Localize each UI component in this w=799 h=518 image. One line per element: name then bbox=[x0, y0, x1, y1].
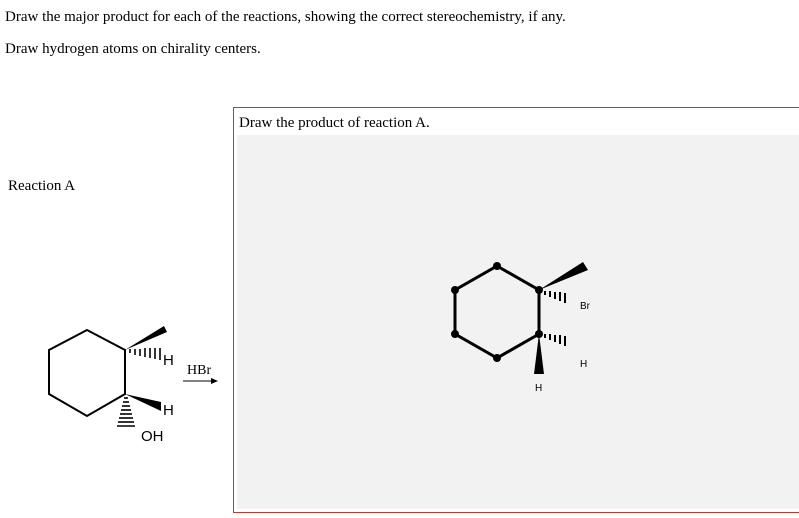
reactant-h-bottom-label: H bbox=[163, 402, 174, 419]
reagent-label: HBr bbox=[187, 363, 212, 378]
reaction-label: Reaction A bbox=[8, 178, 76, 194]
drawing-canvas[interactable] bbox=[237, 135, 799, 509]
product-h-wedge[interactable] bbox=[534, 334, 544, 374]
ring-atom-c1[interactable] bbox=[493, 262, 501, 270]
instruction-line-2: Draw hydrogen atoms on chirality centers. bbox=[5, 41, 261, 57]
ring-atoms[interactable] bbox=[451, 262, 543, 362]
product-hashed-bond-br[interactable] bbox=[545, 291, 565, 303]
product-ring bbox=[455, 266, 539, 358]
reactant-h-top-label: H bbox=[163, 352, 174, 369]
instruction-line-1: Draw the major product for each of the reactions, showing the correct stereochemistry, if any. bbox=[5, 9, 566, 25]
cyclohexane-ring bbox=[49, 330, 125, 416]
product-hashed-bond-h[interactable] bbox=[545, 334, 565, 346]
answer-panel bbox=[233, 107, 799, 513]
hashed-bond-oh bbox=[117, 398, 135, 426]
reactant-oh-label: OH bbox=[141, 428, 164, 445]
reactant-structure bbox=[40, 318, 230, 458]
answer-panel-title: Draw the product of reaction A. bbox=[239, 115, 430, 131]
ring-atom-c6[interactable] bbox=[451, 286, 459, 294]
product-br-label[interactable]: Br bbox=[580, 301, 590, 312]
reaction-arrowhead bbox=[211, 378, 218, 384]
ring-atom-c4[interactable] bbox=[493, 354, 501, 362]
product-methyl-wedge[interactable] bbox=[539, 262, 588, 290]
product-h-bottom-label[interactable]: H bbox=[535, 383, 543, 394]
h-wedge bbox=[125, 394, 161, 411]
methyl-wedge bbox=[125, 326, 167, 350]
ring-atom-c5[interactable] bbox=[451, 330, 459, 338]
product-h-right-label[interactable]: H bbox=[580, 359, 588, 370]
product-structure[interactable] bbox=[237, 135, 799, 511]
hashed-bond-h-top bbox=[130, 348, 160, 360]
